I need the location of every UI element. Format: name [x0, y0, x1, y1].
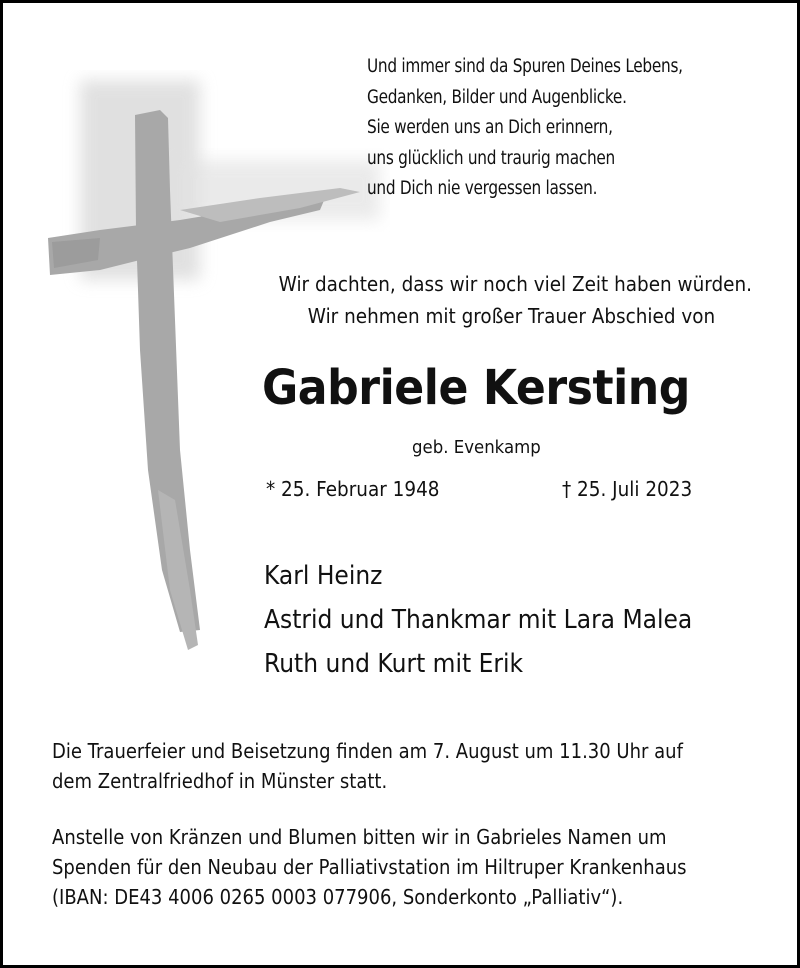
poem-line: Und immer sind da Spuren Deines Lebens, [367, 56, 683, 77]
poem-line: und Dich nie vergessen lassen. [367, 178, 598, 199]
donation-info [52, 822, 687, 912]
poem-line: Gedanken, Bilder und Augenblicke. [367, 86, 627, 108]
family-member: Ruth und Kurt mit Erik [264, 649, 524, 679]
death-date: † 25. Juli 2023 [562, 477, 693, 501]
family-member: Karl Heinz [264, 561, 383, 591]
poem [367, 52, 683, 205]
intro-text [0, 268, 752, 332]
intro-line: Wir nehmen mit großer Trauer Abschied von [307, 304, 716, 328]
donation-line: Anstelle von Kränzen und Blumen bitten wir in Gabrieles Namen um [52, 825, 667, 849]
birth-date: * 25. Februar 1948 [266, 477, 440, 501]
intro-line: Wir dachten, dass wir noch viel Zeit haben würden. [278, 272, 752, 296]
poem-line: uns glücklich und traurig machen [367, 147, 615, 169]
deceased-name: Gabriele Kersting [262, 360, 690, 416]
poem-line: Sie werden uns an Dich erinnern, [367, 117, 613, 138]
service-line: dem Zentralfriedhof in Münster statt. [52, 769, 388, 793]
service-line: Die Trauerfeier und Beisetzung finden am 7. August um 11.30 Uhr auf [52, 739, 683, 763]
family-member: Astrid und Thankmar mit Lara Malea [264, 605, 693, 635]
donation-line: Spenden für den Neubau der Palliativstation im Hiltruper Krankenhaus [52, 855, 687, 879]
service-info [52, 736, 683, 796]
donation-line: (IBAN: DE43 4006 0265 0003 077906, Sonderkonto „Palliativ“). [52, 885, 624, 909]
family-list [264, 554, 692, 686]
maiden-name: geb. Evenkamp [412, 437, 541, 458]
